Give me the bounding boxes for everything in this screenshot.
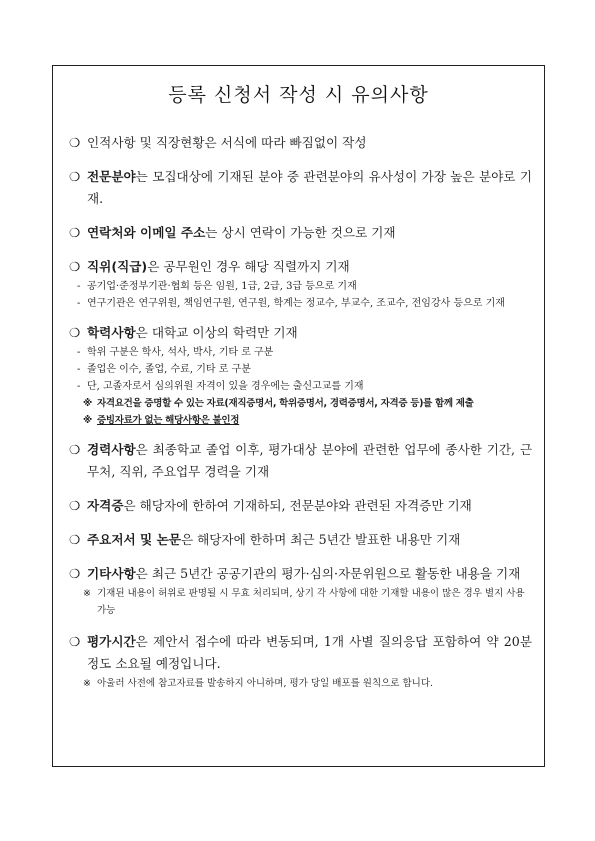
note <box>83 585 532 619</box>
item-bold-label: 학력사항 <box>87 325 136 340</box>
sub-item-text: 졸업은 이수, 졸업, 수료, 기타 로 구분 <box>87 364 251 375</box>
item-text: 은 최근 5년간 공공기관의 평가·심의·자문위원으로 활동한 내용을 기재 <box>135 566 521 581</box>
note-mark-icon: ※ <box>83 415 92 426</box>
note-mark-icon: ※ <box>83 588 91 599</box>
item-text: 인적사항 및 직장현황은 서식에 따라 빠짐없이 작성 <box>87 135 367 150</box>
sub-item <box>77 344 532 361</box>
note-text: 기재된 내용이 허위로 판명될 시 무효 처리되며, 상기 각 사항에 대한 기재할 내용이 많은 경우 별지 사용 가능 <box>97 588 525 616</box>
circle-bullet-icon: ❍ <box>69 259 81 274</box>
notice-item-publications <box>69 529 532 551</box>
notice-item-personal-info <box>69 132 532 154</box>
dash-marker: - <box>77 281 81 292</box>
item-bold-label: 평가시간 <box>87 634 136 649</box>
notice-item-position <box>69 256 532 312</box>
note-mark-icon: ※ <box>83 678 91 689</box>
note <box>83 675 532 692</box>
page-title: 등록 신청서 작성 시 유의사항 <box>168 84 429 106</box>
sub-item-text: 공기업·준정부기관·협회 등은 임원, 1급, 2급, 3급 등으로 기재 <box>87 281 357 292</box>
notice-content <box>69 132 532 704</box>
circle-bullet-icon: ❍ <box>69 532 81 547</box>
sub-item <box>77 361 532 378</box>
dash-marker: - <box>77 298 81 309</box>
sub-item-text: 학위 구분은 학사, 석사, 박사, 기타 로 구분 <box>87 347 274 358</box>
item-bold-label: 경력사항 <box>87 442 136 457</box>
dash-marker: - <box>77 364 81 375</box>
item-text: 은 최종학교 졸업 이후, 평가대상 분야에 관련한 업무에 종사한 기간, 근무처, 직위, 주요업무 경력을 기재 <box>87 442 532 479</box>
notice-item-contact <box>69 222 532 244</box>
item-text: 은 대학교 이상의 학력만 기재 <box>135 325 298 340</box>
note-mark-icon: ※ <box>83 398 92 409</box>
notice-item-specialty <box>69 166 532 210</box>
circle-bullet-icon: ❍ <box>69 225 81 240</box>
item-bold-label: 전문분야 <box>87 169 136 184</box>
item-bold-label: 직위(직급) <box>87 259 148 274</box>
item-bold-label: 주요저서 및 논문 <box>87 532 181 547</box>
bold-note-text: 증빙자료가 없는 해당사항은 불인정 <box>97 415 240 426</box>
sub-item <box>77 295 532 312</box>
circle-bullet-icon: ❍ <box>69 566 81 581</box>
sub-item <box>77 278 532 295</box>
notice-item-certificate <box>69 495 532 517</box>
item-text: 은 해당자에 한하여 기재하되, 전문분야와 관련된 자격증만 기재 <box>123 498 472 513</box>
item-text: 은 공무원인 경우 해당 직렬까지 기재 <box>147 259 350 274</box>
notice-item-other <box>69 563 532 619</box>
note-text: 아울러 사전에 참고자료를 발송하지 아니하며, 평가 당일 배포를 원칙으로 합니다. <box>97 678 434 689</box>
item-text: 는 상시 연락이 가능한 것으로 기재 <box>205 225 396 240</box>
item-text: 은 해당자에 한하며 최근 5년간 발표한 내용만 기재 <box>180 532 461 547</box>
dash-marker: - <box>77 347 81 358</box>
circle-bullet-icon: ❍ <box>69 442 81 457</box>
notice-item-career <box>69 439 532 483</box>
bold-note <box>83 412 532 429</box>
notice-box <box>52 65 545 767</box>
circle-bullet-icon: ❍ <box>69 325 81 340</box>
circle-bullet-icon: ❍ <box>69 169 81 184</box>
circle-bullet-icon: ❍ <box>69 634 81 649</box>
item-text: 는 모집대상에 기재된 분야 중 관련분야의 유사성이 가장 높은 분야로 기재. <box>87 169 532 206</box>
notice-item-eval-time <box>69 631 532 692</box>
bold-note <box>83 395 532 412</box>
notice-item-education <box>69 322 532 429</box>
item-text: 은 제안서 접수에 따라 변동되며, 1개 사별 질의응답 포함하여 약 20분 정도 소요될 예정입니다. <box>87 634 532 671</box>
sub-item-text: 단, 고졸자로서 심의위원 자격이 있을 경우에는 출신고교를 기재 <box>87 381 364 392</box>
item-bold-label: 기타사항 <box>87 566 136 581</box>
sub-item-text: 연구기관은 연구위원, 책임연구원, 연구원, 학계는 정교수, 부교수, 조교수, 전임강사 등으로 기재 <box>87 298 505 309</box>
circle-bullet-icon: ❍ <box>69 135 81 150</box>
circle-bullet-icon: ❍ <box>69 498 81 513</box>
dash-marker: - <box>77 381 81 392</box>
sub-item <box>77 378 532 395</box>
bold-note-text: 자격요건을 증명할 수 있는 자료(재직증명서, 학위증명서, 경력증명서, 자격증 등)를 함께 제출 <box>97 398 474 409</box>
item-bold-label: 연락처와 이메일 주소 <box>87 225 206 240</box>
item-bold-label: 자격증 <box>87 498 124 513</box>
